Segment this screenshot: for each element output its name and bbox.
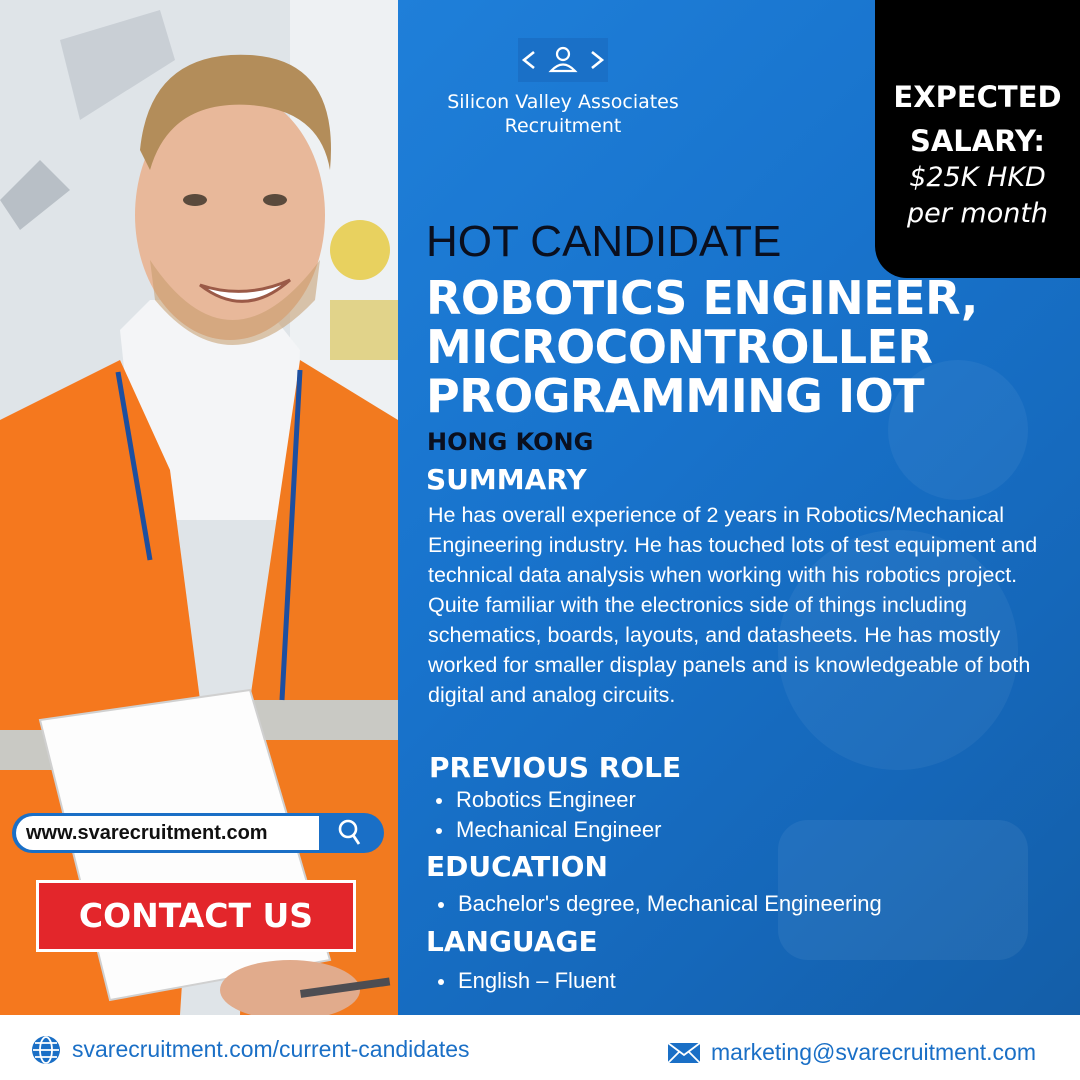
brand-name-line2: Recruitment: [504, 115, 622, 137]
language-list: [432, 966, 616, 996]
list-item: Bachelor's degree, Mechanical Engineering: [432, 889, 882, 919]
envelope-icon: [667, 1042, 701, 1064]
role-title: [426, 271, 1076, 423]
previous-role-list: [430, 785, 661, 845]
salary-badge: [875, 0, 1080, 278]
summary-heading: SUMMARY: [426, 463, 587, 496]
location: HONG KONG: [427, 428, 594, 456]
salary-label-line1: EXPECTED: [893, 80, 1062, 114]
salary-amount: $25K HKD: [909, 162, 1046, 193]
list-item: Mechanical Engineer: [430, 815, 661, 845]
education-list: [432, 889, 882, 919]
list-item: Robotics Engineer: [430, 785, 661, 815]
person-illustration: [0, 0, 398, 1015]
education-heading: EDUCATION: [426, 850, 608, 883]
globe-icon: [30, 1034, 62, 1066]
contact-us-button[interactable]: CONTACT US: [36, 880, 356, 952]
brand-logo: [432, 38, 694, 138]
footer: [0, 1015, 1080, 1080]
user-brackets-icon: [518, 38, 608, 82]
summary-text: He has overall experience of 2 years in Robotics/Mechanical Engineering industry. He has touched lots of test equipment and technical data analysis when working with his robotics project. Quite familiar with the electronics side of things including schematics, boards, layouts, and datasheets. He has mostly worked for smaller display panels and is knowledgeable of both digital and analog circuits.: [428, 503, 1038, 707]
footer-website-link[interactable]: svarecruitment.com/current-candidates: [72, 1036, 470, 1062]
footer-email-link[interactable]: marketing@svarecruitment.com: [711, 1039, 1036, 1065]
role-title-line: ROBOTICS ENGINEER,: [426, 271, 978, 325]
role-title-line: MICROCONTROLLER: [426, 320, 933, 374]
url-field[interactable]: www.svarecruitment.com: [16, 816, 319, 850]
list-item: English – Fluent: [432, 966, 616, 996]
brand-name-line1: Silicon Valley Associates: [447, 91, 679, 113]
salary-period: per month: [906, 198, 1049, 229]
hot-candidate-tag: HOT CANDIDATE: [426, 217, 782, 266]
search-icon[interactable]: [334, 817, 364, 849]
previous-role-heading: PREVIOUS ROLE: [429, 751, 682, 784]
salary-label-line2: SALARY:: [909, 124, 1046, 158]
role-title-line: PROGRAMMING IOT: [426, 369, 925, 423]
candidate-photo: [0, 0, 398, 1015]
language-heading: LANGUAGE: [426, 925, 598, 958]
